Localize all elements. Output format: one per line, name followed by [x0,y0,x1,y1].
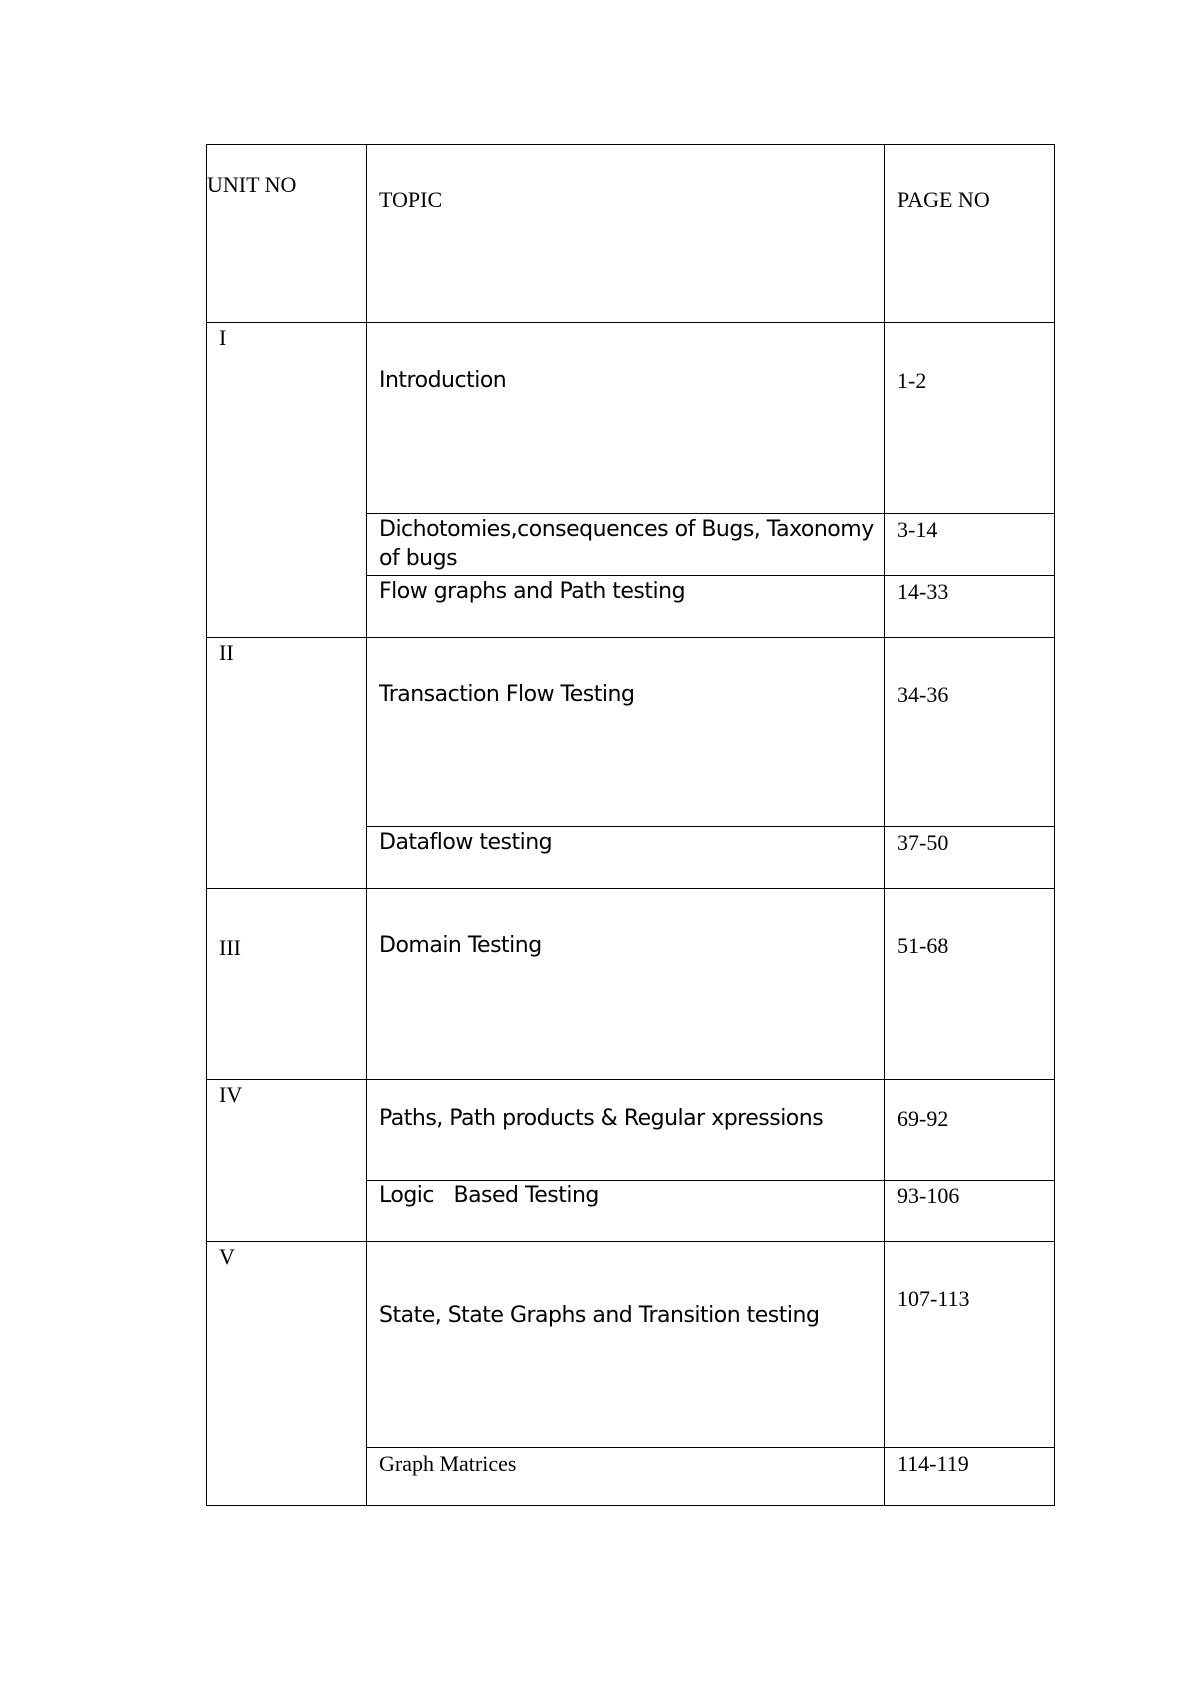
topic-cell: Dataflow testing [367,827,885,889]
topic-cell: Paths, Path products & Regular xpressions [367,1080,885,1181]
page-range-cell: 34-36 [885,638,1055,827]
header-unit-no: UNIT NO [207,145,367,323]
page-range-cell: 1-2 [885,323,1055,514]
topic-cell: Dichotomies,consequences of Bugs, Taxonomy of bugs [367,514,885,576]
unit-cell-I: I [207,323,367,638]
topic-cell: Transaction Flow Testing [367,638,885,827]
table-row [207,1242,1055,1448]
topic-cell: Logic Based Testing [367,1181,885,1242]
unit-cell-II: II [207,638,367,889]
topic-cell: Flow graphs and Path testing [367,576,885,638]
table-row [207,889,1055,1080]
page-range-cell: 37-50 [885,827,1055,889]
topic-cell: State, State Graphs and Transition testing [367,1242,885,1448]
page-range-cell: 114-119 [885,1448,1055,1506]
page-range-cell: 69-92 [885,1080,1055,1181]
unit-cell-IV: IV [207,1080,367,1242]
table-row [207,323,1055,514]
topic-cell: Graph Matrices [367,1448,885,1506]
page-range-cell: 93-106 [885,1181,1055,1242]
unit-cell-V: V [207,1242,367,1506]
table-header-row [207,145,1055,323]
contents-table [206,144,1055,1506]
header-page-no: PAGE NO [885,145,1055,323]
page-range-cell: 51-68 [885,889,1055,1080]
table-row [207,638,1055,827]
page-range-cell: 107-113 [885,1242,1055,1448]
topic-cell: Introduction [367,323,885,514]
page-range-cell: 3-14 [885,514,1055,576]
header-topic: TOPIC [367,145,885,323]
unit-cell-III: III [207,889,367,1080]
topic-cell: Domain Testing [367,889,885,1080]
table-row [207,1080,1055,1181]
page-range-cell: 14-33 [885,576,1055,638]
